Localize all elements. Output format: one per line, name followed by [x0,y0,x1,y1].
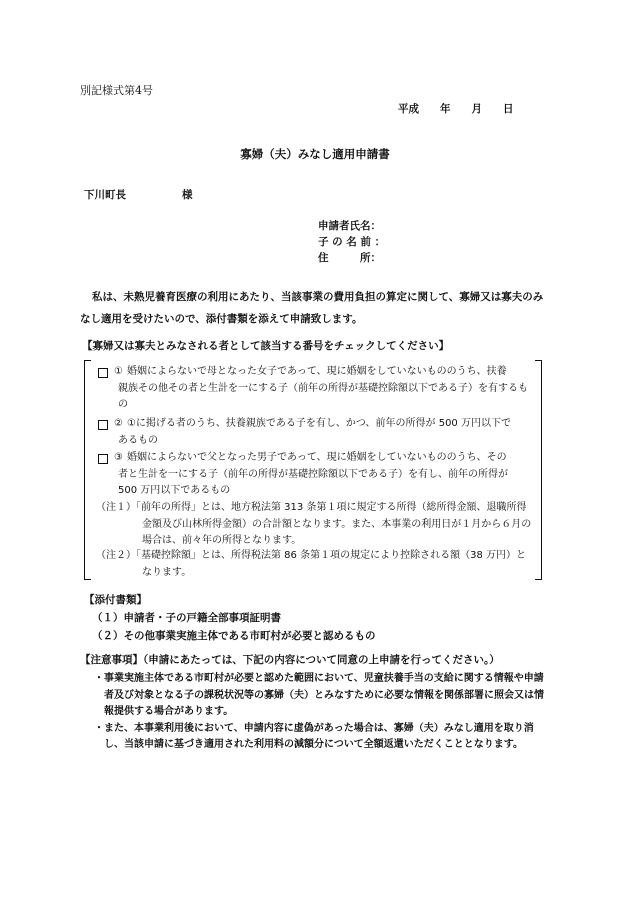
note-1 [96,500,532,550]
note-2-text: 「基礎控除額」とは、所得税法第 86 条第１項の規定により控除される額（38 万円）と [136,550,526,561]
option-3 [98,450,530,500]
attachments-heading: 【添付書類】 [84,594,147,606]
option-2-checkbox[interactable] [98,420,108,430]
option-3-continued: 者と生計を一にする子（前年の所得が基礎控除額以下である子）を有し、前年の所得が 500 万円以下であるもの [118,468,508,496]
recipient [84,187,193,203]
check-heading: 【寡婦又は寡夫とみなされる者として該当する番号をチェックしてください】 [82,340,450,352]
option-2-continued: あるもの [118,434,158,446]
option-3-text: 婚姻によらないで父となった男子であって、現に婚姻をしていないもののうち、その [126,452,507,463]
note-2-label: （注２） [96,550,136,561]
note-1-label: （注１） [96,502,136,513]
note-1-continued: 金額及び山林所得金額）の合計額となります。また、本事業の利用日が１月から６月の場合は、前々年の所得となります。 [142,518,532,546]
option-box [84,360,542,580]
address-label: 住 所： [318,252,381,264]
option-3-number: ③ [114,452,123,463]
recipient-name: 下川町長 [84,189,126,201]
attachments-list [92,609,376,645]
note-2 [96,548,532,581]
note-2-continued: なります。 [142,566,192,578]
option-1-checkbox[interactable] [98,368,108,378]
option-2-number: ② [114,418,123,429]
option-3-checkbox[interactable] [98,454,108,464]
form-number: 別記様式第4号 [80,84,153,97]
applicant-name-label: 申請者氏名： [318,220,381,232]
caution-heading: 【注意事項】（申請にあたっては、下記の内容について同意の上申請を行ってください。） [80,654,500,666]
recipient-honorific: 様 [182,189,193,201]
caution-list [94,671,544,754]
option-1-number: ① [114,366,123,377]
child-name-label: 子 の 名 前 ： [318,236,386,248]
date-line: 平成 年 月 日 [398,103,514,115]
applicant-block [318,218,385,266]
caution-item: ・事業実施主体である市町村が必要と認めた範囲において、児童扶養手当の支給に関する情報や申請者及び対象となる子の課税状況等の寡婦（夫）とみなすために必要な情報を関係部署に照会又は情報提供する場合があります。 [94,673,544,717]
left-bracket [84,360,91,580]
intro-paragraph: 私は、未熟児養育医療の利用にあたり、当該事業の費用負担の算定に関して、寡婦又は寡夫のみなし適用を受けたいので、添付書類を添えて申請致します。 [80,291,544,325]
note-1-text: 「前年の所得」とは、地方税法第 313 条第１項に規定する所得（総所得金額、退職所得 [136,502,527,513]
option-1-continued: 親族その他その者と生計を一にする子（前年の所得が基礎控除額以下である子）を有するもの [118,382,528,410]
caution-item: ・また、本事業利用後において、申請内容に虚偽があった場合は、寡婦（夫）みなし適用を取り消し、当該申請に基づき適用された利用料の減額分について全額返還いただくこととなります。 [94,722,534,750]
option-2-text: ①に掲げる者のうち、扶養親族である子を有し、かつ、前年の所得が 500 万円以下で [126,418,511,429]
attachment-item: （２）その他事業実施主体である市町村が必要と認めるもの [92,630,376,642]
option-1 [98,364,530,414]
attachment-item: （１）申請者・子の戸籍全部事項証明書 [92,612,281,624]
right-bracket [535,360,542,580]
option-2 [98,416,530,449]
page-title: 寡婦（夫）みなし適用申請書 [240,147,390,161]
option-1-text: 婚姻によらないで母となった女子であって、現に婚姻をしていないもののうち、扶養 [126,366,507,377]
